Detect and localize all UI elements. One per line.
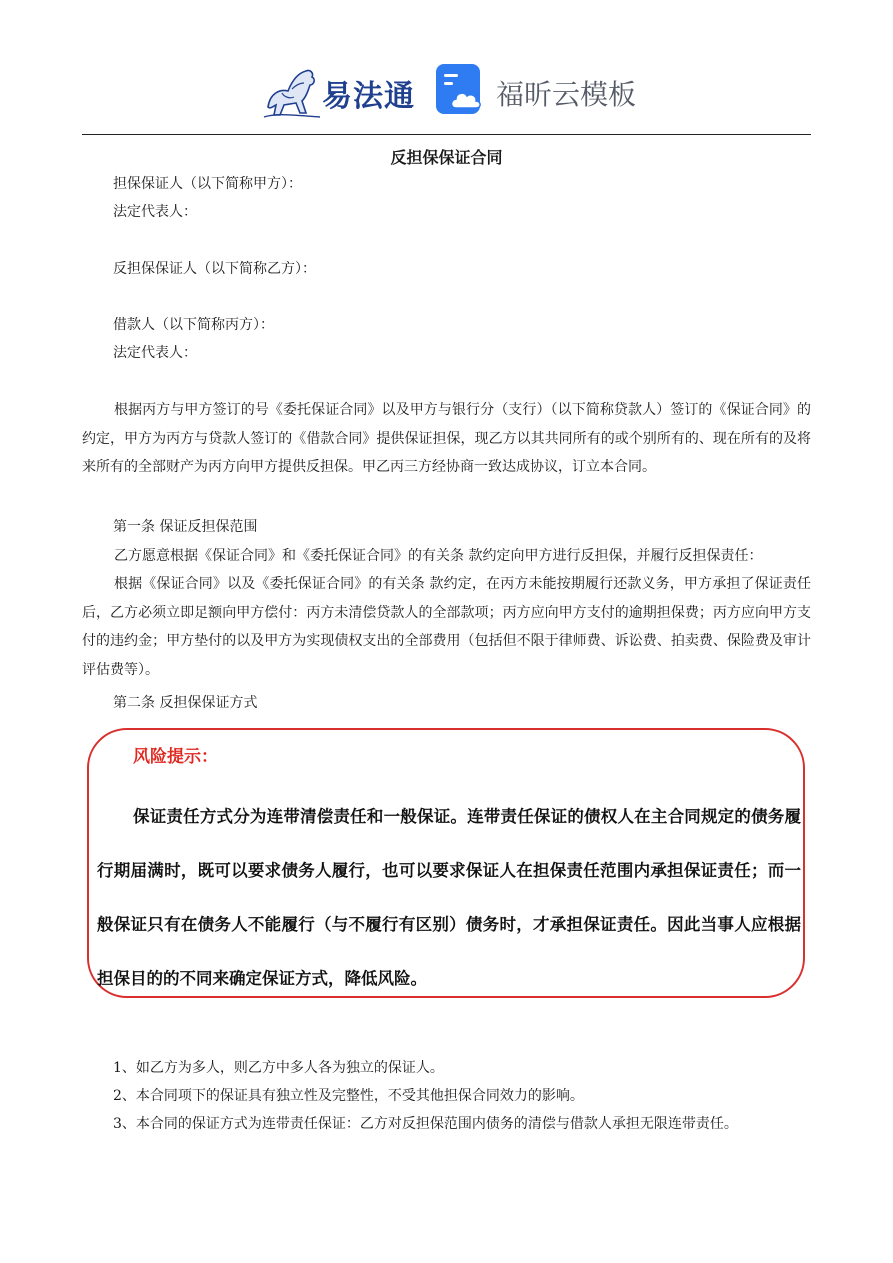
header-divider <box>82 134 811 135</box>
clause-2: 2、本合同项下的保证具有独立性及完整性，不受其他担保合同效力的影响。 <box>113 1088 584 1104</box>
party-a-rep-line: 法定代表人： <box>113 204 197 220</box>
cloud-template-logo-icon <box>436 64 486 116</box>
article1-paragraph-2: 根据《保证合同》以及《委托保证合同》的有关条 款约定，在丙方未能按期履行还款义务，甲方承担了保证责任后，乙方必须立即足额向甲方偿付：丙方未清偿贷款人的全部款项；丙方应向甲方支付的逾期担保费；丙方应向甲方支付的违约金；甲方垫付的以及甲方为实现债权支出的全部费用（包括但不限于律师费、诉讼费、拍卖费、保险费及审计评估费等）。 <box>82 576 811 678</box>
page-header <box>0 55 893 125</box>
brand-right-text: 福昕云模板 <box>496 78 637 111</box>
article1-heading: 第一条 保证反担保范围 <box>113 519 258 535</box>
party-a-line: 担保保证人（以下简称甲方）： <box>113 176 302 192</box>
clause-3: 3、本合同的保证方式为连带责任保证：乙方对反担保范围内债务的清偿与借款人承担无限连带责任。 <box>113 1116 738 1132</box>
document-title: 反担保保证合同 <box>390 148 503 167</box>
clause-1: 1、如乙方为多人，则乙方中多人各为独立的保证人。 <box>113 1060 444 1076</box>
preamble-paragraph: 根据丙方与甲方签订的号《委托保证合同》以及甲方与银行分（支行）（以下简称贷款人）签订的《保证合同》的约定，甲方为丙方与贷款人签订的《借款合同》提供保证担保，现乙方以其共同所有的或个别所有的、现在所有的及将来所有的全部财产为丙方向甲方提供反担保。甲乙丙三方经协商一致达成协议，订立本合同。 <box>82 402 811 475</box>
qilin-logo-icon <box>262 63 322 119</box>
risk-notice-text: 保证责任方式分为连带清偿责任和一般保证。连带责任保证的债权人在主合同规定的债务履行期届满时，既可以要求债务人履行，也可以要求保证人在担保责任范围内承担保证责任；而一般保证只有在债务人不能履行（与不履行有区别）债务时，才承担保证责任。因此当事人应根据担保目的的不同来确定保证方式，降低风险。 <box>97 807 801 988</box>
party-c-rep-line: 法定代表人： <box>113 345 197 361</box>
article2-heading: 第二条 反担保保证方式 <box>113 695 258 711</box>
party-b-line: 反担保保证人（以下简称乙方）： <box>113 261 316 277</box>
article1-paragraph-1: 乙方愿意根据《保证合同》和《委托保证合同》的有关条 款约定向甲方进行反担保，并履行反担保责任： <box>114 548 763 564</box>
risk-notice-title: 风险提示： <box>133 747 218 767</box>
party-c-line: 借款人（以下简称丙方）： <box>113 317 274 333</box>
brand-left-text: 易法通 <box>322 79 415 114</box>
